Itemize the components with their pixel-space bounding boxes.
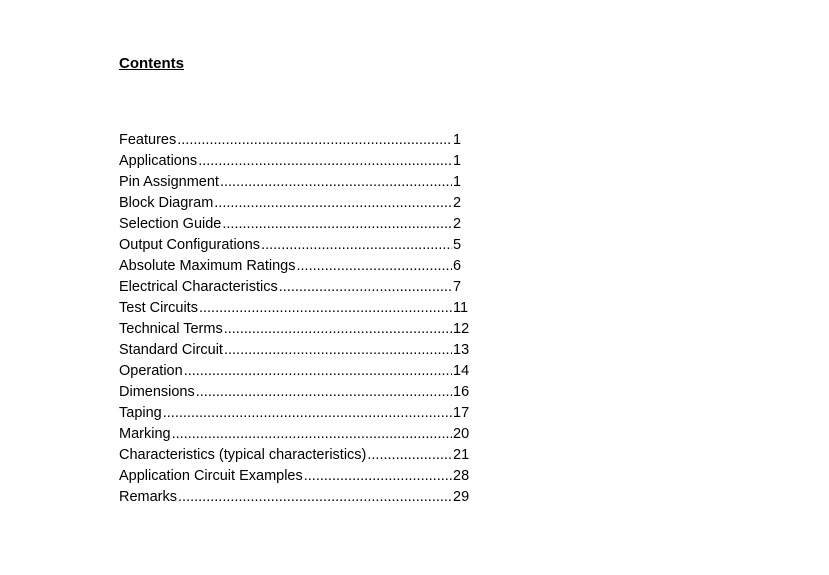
toc-entry	[119, 172, 471, 193]
toc-entry	[119, 130, 471, 151]
toc-entry-page-number: 28	[453, 468, 470, 484]
toc-dot-leader	[199, 298, 452, 319]
toc-entry	[119, 466, 471, 487]
toc-entry-title: Remarks	[119, 489, 178, 505]
toc-entry	[119, 277, 471, 298]
toc-entry-page-number: 17	[453, 405, 470, 421]
toc-entry-title: Pin Assignment	[119, 174, 219, 190]
toc-dot-leader	[222, 214, 452, 235]
table-of-contents	[119, 130, 471, 508]
page-title: Contents	[119, 55, 184, 72]
toc-entry-title: Application Circuit Examples	[119, 468, 303, 484]
toc-entry-page-number: 1	[453, 174, 462, 190]
toc-dot-leader	[220, 172, 452, 193]
toc-entry-page-number: 20	[453, 426, 470, 442]
toc-entry-page-number: 16	[453, 384, 470, 400]
toc-dot-leader	[198, 151, 452, 172]
toc-entry	[119, 256, 471, 277]
toc-entry-page-number: 11	[453, 300, 469, 316]
toc-entry-page-number: 1	[453, 153, 462, 169]
toc-entry-title: Standard Circuit	[119, 342, 223, 358]
toc-entry	[119, 424, 471, 445]
toc-entry-page-number: 13	[453, 342, 470, 358]
toc-entry-page-number: 2	[453, 216, 462, 232]
toc-entry	[119, 487, 471, 508]
toc-dot-leader	[224, 340, 452, 361]
toc-entry-title: Output Configurations	[119, 237, 261, 253]
toc-dot-leader	[304, 466, 452, 487]
toc-entry-page-number: 21	[453, 447, 470, 463]
toc-dot-leader	[163, 403, 452, 424]
toc-entry-page-number: 5	[453, 237, 462, 253]
toc-entry-title: Applications	[119, 153, 198, 169]
toc-dot-leader	[178, 487, 452, 508]
toc-entry-page-number: 29	[453, 489, 470, 505]
toc-dot-leader	[297, 256, 453, 277]
toc-entry	[119, 361, 471, 382]
toc-entry-title: Dimensions	[119, 384, 195, 400]
toc-dot-leader	[224, 319, 452, 340]
toc-entry	[119, 403, 471, 424]
toc-entry-title: Test Circuits	[119, 300, 198, 316]
toc-dot-leader	[172, 424, 452, 445]
toc-entry-title: Block Diagram	[119, 195, 214, 211]
toc-entry	[119, 214, 471, 235]
toc-entry-title: Selection Guide	[119, 216, 222, 232]
toc-dot-leader	[279, 277, 452, 298]
toc-entry-title: Operation	[119, 363, 183, 379]
toc-entry-title: Characteristics (typical characteristics)	[119, 447, 367, 463]
toc-entry	[119, 298, 471, 319]
toc-entry-page-number: 1	[453, 132, 462, 148]
toc-entry	[119, 340, 471, 361]
toc-entry-page-number: 7	[453, 279, 462, 295]
toc-entry-title: Taping	[119, 405, 162, 421]
toc-entry-title: Features	[119, 132, 177, 148]
toc-entry	[119, 151, 471, 172]
toc-entry	[119, 319, 471, 340]
toc-entry-page-number: 2	[453, 195, 462, 211]
toc-entry	[119, 382, 471, 403]
toc-dot-leader	[367, 445, 452, 466]
toc-entry	[119, 235, 471, 256]
toc-entry-title: Marking	[119, 426, 171, 442]
toc-entry	[119, 193, 471, 214]
toc-entry-title: Absolute Maximum Ratings	[119, 258, 296, 274]
toc-dot-leader	[184, 361, 452, 382]
toc-entry-page-number: 6	[453, 258, 462, 274]
toc-entry-title: Electrical Characteristics	[119, 279, 278, 295]
toc-entry	[119, 445, 471, 466]
toc-dot-leader	[177, 130, 452, 151]
toc-entry-title: Technical Terms	[119, 321, 223, 337]
toc-dot-leader	[214, 193, 452, 214]
toc-entry-page-number: 14	[453, 363, 470, 379]
toc-dot-leader	[261, 235, 452, 256]
toc-entry-page-number: 12	[453, 321, 470, 337]
toc-dot-leader	[196, 382, 452, 403]
